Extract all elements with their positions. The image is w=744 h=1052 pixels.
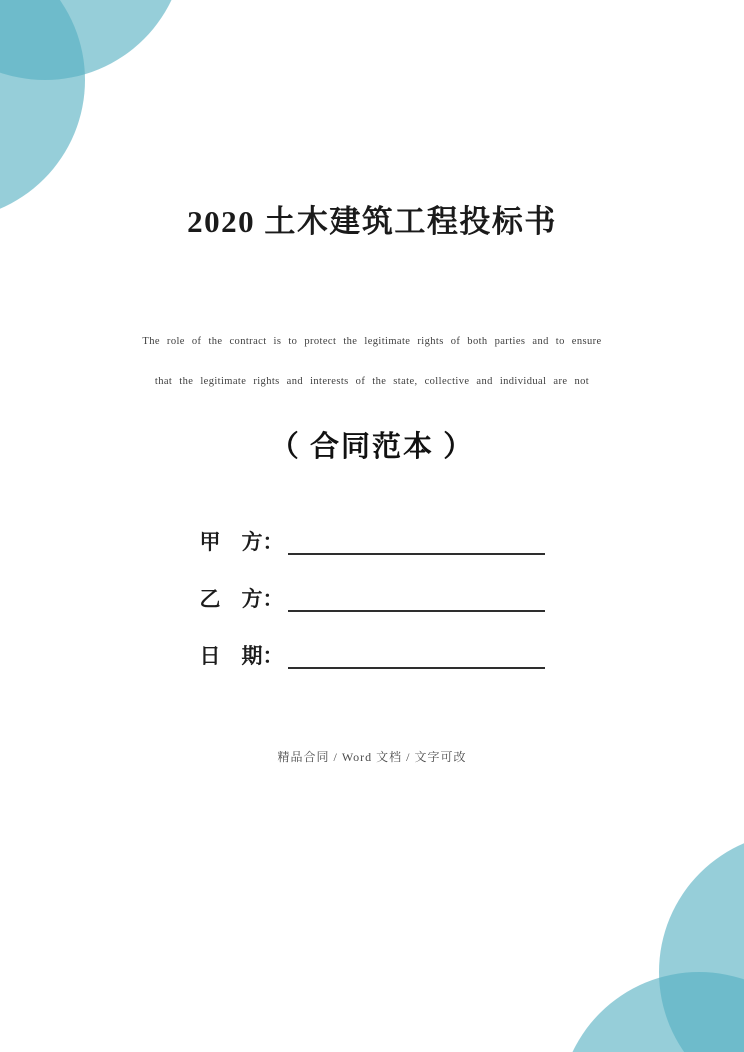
form-row-date [200, 641, 545, 669]
form-label-date: 日 期： [199, 644, 284, 668]
form-block [0, 527, 744, 698]
fill-in-line-party-b [288, 586, 545, 612]
document-title: 2020 土木建筑工程投标书 [187, 204, 557, 239]
intro-paragraph [0, 322, 744, 402]
form-label-party-a: 甲 方： [199, 530, 284, 554]
footer-tagline: 精品合同 / Word 文档 / 文字可改 [277, 750, 467, 764]
corner-decoration-circle-bottom-right-upper [659, 832, 744, 1052]
form-row-party-a [200, 527, 545, 555]
fill-in-line-party-a [288, 529, 545, 555]
fill-in-line-date [288, 643, 545, 669]
subtitle-contract-template: （ 合同范本 ） [269, 431, 475, 463]
form-row-party-b [200, 584, 545, 612]
form-label-party-b: 乙 方： [199, 587, 284, 611]
intro-line-1: The role of the contract is to protect the legitimate rights of both parties and to ensure [142, 336, 602, 347]
corner-decoration-circle-top-left-lower [0, 0, 85, 220]
intro-line-2: that the legitimate rights and interests of the state, collective and individual are not [154, 376, 590, 387]
